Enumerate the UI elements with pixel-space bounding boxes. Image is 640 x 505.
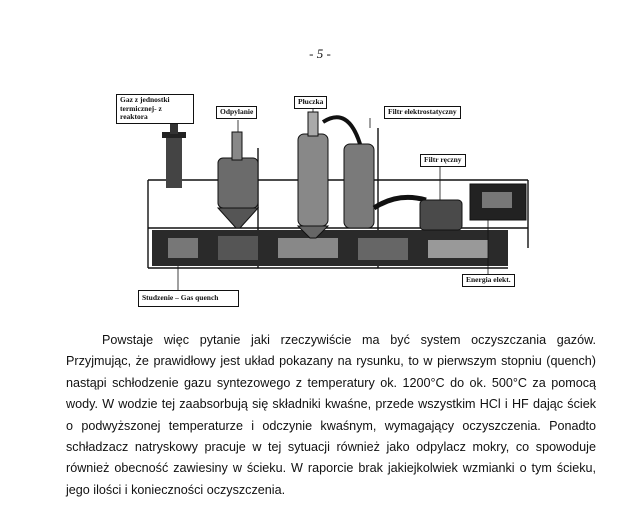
label-odpylanie: Odpylanie — [216, 106, 257, 119]
body-text-block — [66, 330, 596, 501]
label-filtr-reczny: Filtr ręczny — [420, 154, 466, 167]
page-number: - 5 - — [309, 46, 331, 61]
body-paragraph: Powstaje więc pytanie jaki rzeczywiście ma być system oczyszczania gazów. Przyjmując, że prawidłowy jest układ pokazany na rysunku, to w pierwszym stopniu (quench) nastąpi schłodzenie gazu syntezowego z temperatury ok. 1200°C do ok. 500°C za pomocą wody. W wodzie tej zaabsorbują się składniki kwaśne, przede wszystkim HCl i HF dając ściek o podwyższonej temperaturze i odczynie kwaśnym, wymagający oczyszczenia. Ponadto schładzacz natryskowy pracuje w tej sytuacji również jako odpylacz mokry, co spowoduje również obecność zawiesiny w ścieku. W raporcie brak jakiejkolwiek wzmianki o tym ścieku, jego ilości i konieczności oczyszczenia. — [66, 333, 596, 497]
process-diagram — [108, 88, 540, 320]
label-filtr-elektrostatyczny: Filtr elektrostatyczny — [384, 106, 461, 119]
label-pluczka: Płuczka — [294, 96, 327, 109]
label-energia: Energia elekt. — [462, 274, 515, 287]
label-gas-input-text: Gaz z jednostki termicznej- z reaktora — [120, 95, 170, 121]
label-studzenie: Studzenie – Gas quench — [138, 290, 239, 307]
label-gas-input — [116, 94, 194, 124]
